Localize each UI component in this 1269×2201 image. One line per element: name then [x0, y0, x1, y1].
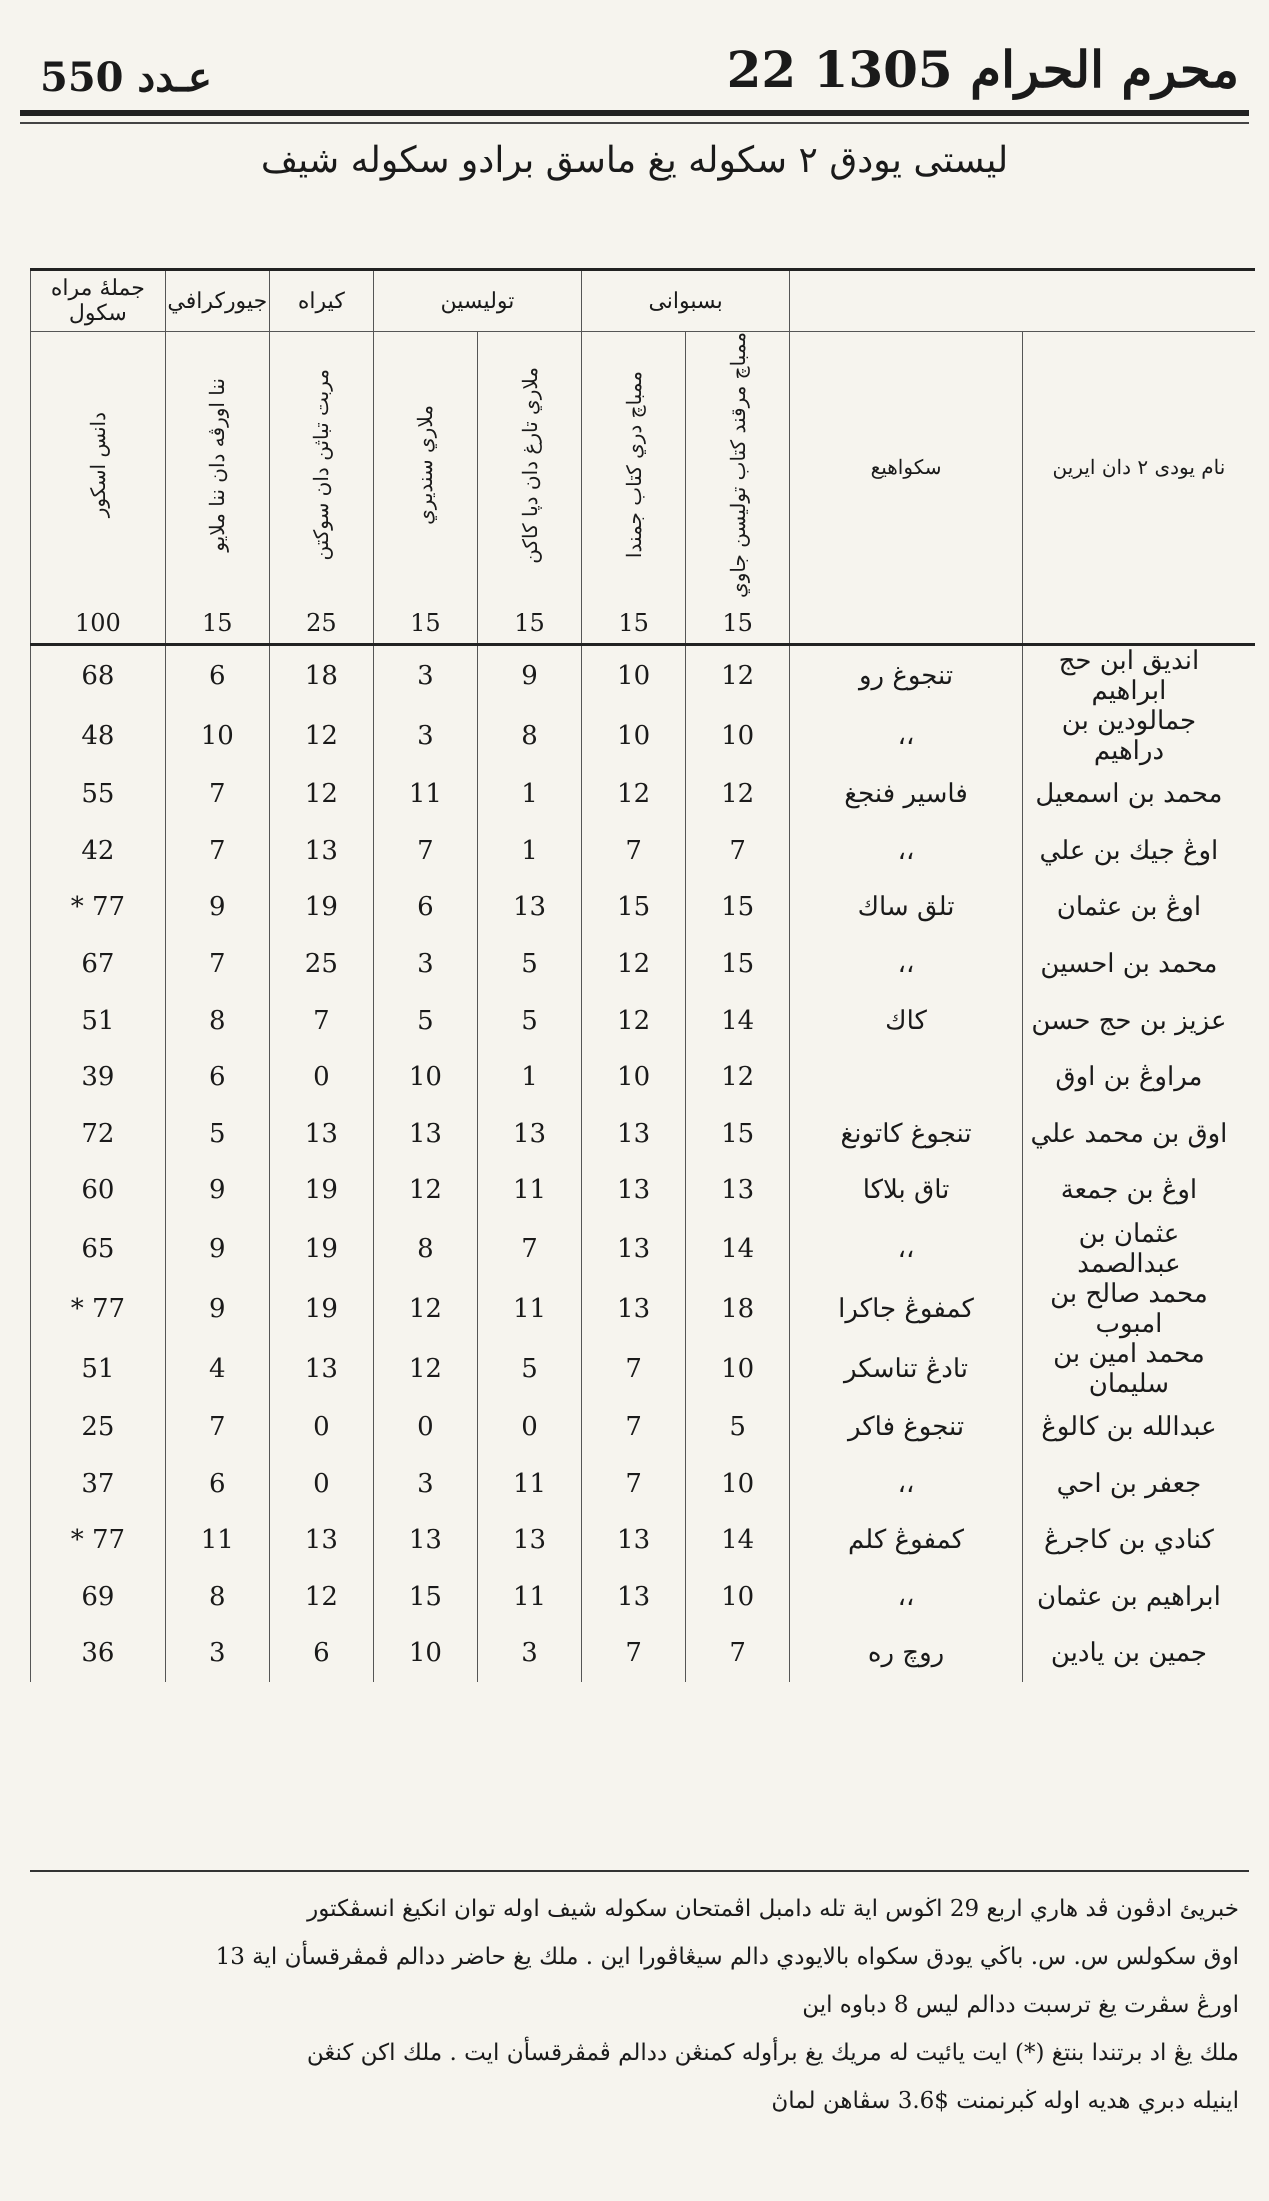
header-rule-thin	[20, 122, 1249, 124]
score-cell: 1	[477, 823, 581, 880]
score-cell: 7	[165, 936, 269, 993]
student-name-cell: عزيز بن حج حسن	[1022, 992, 1255, 1049]
student-rows	[31, 644, 1256, 1681]
score-cell: 15	[686, 879, 790, 936]
score-cell: 1	[477, 766, 581, 823]
score-cell: 12	[686, 766, 790, 823]
score-cell: 13	[373, 1106, 477, 1163]
score-cell: 3	[373, 706, 477, 766]
table-row	[31, 1455, 1256, 1512]
score-cell: 11	[477, 1568, 581, 1625]
score-cell: 18	[269, 644, 373, 706]
school-cell: تلق ساك	[790, 879, 1023, 936]
footer-rule	[30, 1870, 1249, 1872]
score-cell: 10	[582, 644, 686, 706]
school-cell: ،،	[790, 1219, 1023, 1279]
score-cell: 8	[165, 992, 269, 1049]
student-name-cell: اوڠ بن جمعة	[1022, 1162, 1255, 1219]
score-cell: 10	[373, 1049, 477, 1106]
footer-line: خبريئ ادڤون ڤد هاري اربع 29 اڬوس اية تله دامبل اڤمتحان سكوله شيف اوله توان انكيغ انسڤكتور	[307, 1896, 1239, 1922]
score-cell: 13	[477, 1512, 581, 1569]
score-cell: 19	[269, 879, 373, 936]
score-cell: 7	[582, 1339, 686, 1399]
results-table	[30, 268, 1255, 1682]
total-score-cell: 55	[31, 766, 166, 823]
max-cell: 15	[686, 603, 790, 645]
score-cell: 13	[582, 1219, 686, 1279]
student-name-cell: اوڠ بن عثمان	[1022, 879, 1255, 936]
max-cell: 100	[31, 603, 166, 645]
score-cell: 0	[477, 1399, 581, 1456]
score-cell: 0	[269, 1049, 373, 1106]
score-cell: 10	[582, 1049, 686, 1106]
school-cell: تنجوغ رو	[790, 644, 1023, 706]
group-header-row	[31, 270, 1256, 332]
score-cell: 9	[477, 644, 581, 706]
score-cell: 7	[582, 1625, 686, 1682]
score-cell: 7	[686, 1625, 790, 1682]
col-header-school: سکواهیع	[790, 332, 1023, 603]
score-cell: 6	[373, 879, 477, 936]
score-cell: 12	[582, 992, 686, 1049]
total-score-cell: 60	[31, 1162, 166, 1219]
score-cell: 8	[165, 1568, 269, 1625]
max-score-row	[31, 603, 1256, 645]
score-cell: 12	[686, 1049, 790, 1106]
total-score-cell: 51	[31, 1339, 166, 1399]
col-header-write-copy: ملاري تارغ دان دپا کاکن	[517, 366, 542, 564]
total-score-cell: 51	[31, 992, 166, 1049]
score-cell: 7	[165, 1399, 269, 1456]
score-cell: 11	[373, 766, 477, 823]
total-score-cell: 37	[31, 1455, 166, 1512]
group-header-reading: بسبوانی	[582, 270, 790, 332]
score-cell: 0	[269, 1455, 373, 1512]
score-cell: 12	[373, 1279, 477, 1339]
table-row	[31, 1568, 1256, 1625]
total-score-cell: 36	[31, 1625, 166, 1682]
student-name-cell: ابراهيم بن عثمان	[1022, 1568, 1255, 1625]
group-header-total: جملهٔ مراه سکول	[31, 270, 166, 332]
total-score-cell: 39	[31, 1049, 166, 1106]
school-cell: تاق بلاكا	[790, 1162, 1023, 1219]
total-score-cell: 77 *	[31, 1279, 166, 1339]
score-cell: 12	[269, 706, 373, 766]
max-cell	[1022, 603, 1255, 645]
score-cell: 19	[269, 1219, 373, 1279]
table-row	[31, 879, 1256, 936]
score-cell: 5	[686, 1399, 790, 1456]
score-cell: 12	[373, 1162, 477, 1219]
total-score-cell: 42	[31, 823, 166, 880]
total-score-cell: 67	[31, 936, 166, 993]
table-row	[31, 644, 1256, 706]
score-cell: 12	[686, 644, 790, 706]
table-row	[31, 1219, 1256, 1279]
table-row	[31, 1049, 1256, 1106]
score-cell: 6	[165, 1455, 269, 1512]
score-cell: 7	[165, 766, 269, 823]
student-name-cell: اوق بن محمد علي	[1022, 1106, 1255, 1163]
table-row	[31, 823, 1256, 880]
total-score-cell: 77 *	[31, 879, 166, 936]
school-cell: تنجوغ فاكر	[790, 1399, 1023, 1456]
score-cell: 12	[373, 1339, 477, 1399]
student-name-cell: عثمان بن عبدالصمد	[1022, 1219, 1255, 1279]
score-cell: 8	[477, 706, 581, 766]
school-cell: كمفوڠ كلم	[790, 1512, 1023, 1569]
table-row	[31, 1279, 1256, 1339]
score-cell: 10	[686, 1339, 790, 1399]
col-header-name: نام یودی ۲ دان ایرین	[1022, 332, 1255, 603]
report-footer	[30, 1885, 1239, 2125]
max-cell: 15	[582, 603, 686, 645]
col-header-read-book: ممباچ دري کتاب جمندا	[621, 371, 646, 559]
max-cell	[790, 603, 1023, 645]
table-row	[31, 1162, 1256, 1219]
total-score-cell: 68	[31, 644, 166, 706]
score-cell: 8	[373, 1219, 477, 1279]
student-name-cell: محمد امين بن سليمان	[1022, 1339, 1255, 1399]
max-cell: 15	[165, 603, 269, 645]
score-cell: 12	[582, 766, 686, 823]
student-name-cell: انديق ابن حج ابراهيم	[1022, 644, 1255, 706]
score-cell: 5	[477, 936, 581, 993]
table-row	[31, 992, 1256, 1049]
score-cell: 7	[582, 1455, 686, 1512]
score-cell: 15	[373, 1568, 477, 1625]
score-cell: 11	[477, 1455, 581, 1512]
school-cell: تنجوغ كاتونغ	[790, 1106, 1023, 1163]
score-cell: 7	[477, 1219, 581, 1279]
col-header-write-self: ملاري سنديري	[413, 405, 438, 525]
student-name-cell: كنادي بن كاجرڠ	[1022, 1512, 1255, 1569]
table-row	[31, 706, 1256, 766]
max-cell: 25	[269, 603, 373, 645]
student-name-cell: جمين بن يادين	[1022, 1625, 1255, 1682]
col-header-read-jawi: ممباچ مرقند کتاب توليسن جاوي	[725, 332, 750, 598]
score-cell: 19	[269, 1279, 373, 1339]
score-cell: 10	[686, 1568, 790, 1625]
school-cell: ،،	[790, 823, 1023, 880]
score-cell: 10	[686, 706, 790, 766]
blank-group-header	[790, 270, 1255, 332]
score-cell: 12	[269, 1568, 373, 1625]
score-cell: 9	[165, 1279, 269, 1339]
score-cell: 14	[686, 992, 790, 1049]
total-score-cell: 69	[31, 1568, 166, 1625]
table-row	[31, 1106, 1256, 1163]
score-cell: 15	[686, 936, 790, 993]
score-cell: 5	[477, 992, 581, 1049]
score-cell: 19	[269, 1162, 373, 1219]
score-cell: 7	[165, 823, 269, 880]
school-cell	[790, 1049, 1023, 1106]
school-cell: ،،	[790, 936, 1023, 993]
table-row	[31, 1399, 1256, 1456]
score-cell: 13	[582, 1512, 686, 1569]
total-score-cell: 72	[31, 1106, 166, 1163]
issue-number: عـدد 550	[40, 54, 212, 101]
student-name-cell: جمالودين بن دراهيم	[1022, 706, 1255, 766]
score-cell: 7	[582, 823, 686, 880]
total-score-cell: 25	[31, 1399, 166, 1456]
score-cell: 6	[269, 1625, 373, 1682]
score-cell: 0	[269, 1399, 373, 1456]
score-cell: 15	[582, 879, 686, 936]
footer-line: اورڠ سڤرت يغ ترسبت ددالم ليس 8 دباوه اين	[802, 1992, 1239, 2018]
school-cell: تادڠ تناسكر	[790, 1339, 1023, 1399]
score-cell: 5	[373, 992, 477, 1049]
score-cell: 13	[582, 1162, 686, 1219]
score-cell: 15	[686, 1106, 790, 1163]
score-cell: 13	[269, 823, 373, 880]
student-name-cell: محمد بن اسمعيل	[1022, 766, 1255, 823]
score-cell: 12	[582, 936, 686, 993]
score-cell: 18	[686, 1279, 790, 1339]
score-cell: 12	[269, 766, 373, 823]
score-cell: 0	[373, 1399, 477, 1456]
score-cell: 14	[686, 1219, 790, 1279]
school-cell: ،،	[790, 1568, 1023, 1625]
page-header	[0, 40, 1269, 120]
issue-date: 22 محرم الحرام 1305	[726, 40, 1239, 99]
score-cell: 6	[165, 644, 269, 706]
score-cell: 7	[269, 992, 373, 1049]
score-cell: 13	[373, 1512, 477, 1569]
score-cell: 13	[477, 1106, 581, 1163]
score-cell: 13	[582, 1106, 686, 1163]
score-cell: 11	[477, 1162, 581, 1219]
col-header-total: دانس اسکور	[85, 412, 110, 518]
score-cell: 4	[165, 1339, 269, 1399]
score-cell: 9	[165, 1219, 269, 1279]
score-cell: 10	[582, 706, 686, 766]
student-name-cell: محمد بن احسين	[1022, 936, 1255, 993]
score-cell: 5	[477, 1339, 581, 1399]
footer-line: ملك يڠ اد برتندا بنتغ (*) ايت يائيت له مريك يغ برأوله كمنڠن ددالم ڤمڤرقسأن ايت . ملك اكن كنڠن	[306, 2040, 1239, 2066]
score-cell: 25	[269, 936, 373, 993]
max-cell: 15	[373, 603, 477, 645]
header-rule-thick	[20, 110, 1249, 116]
student-name-cell: جعفر بن احي	[1022, 1455, 1255, 1512]
score-cell: 10	[686, 1455, 790, 1512]
score-cell: 11	[477, 1279, 581, 1339]
score-cell: 13	[582, 1279, 686, 1339]
table-row	[31, 1625, 1256, 1682]
score-cell: 3	[373, 936, 477, 993]
score-cell: 10	[165, 706, 269, 766]
sub-header-row	[31, 332, 1256, 603]
total-score-cell: 48	[31, 706, 166, 766]
group-header-geography: جیورکرافي	[165, 270, 269, 332]
col-header-arith: مربت تباثن دان سوکتن	[309, 369, 334, 561]
list-title: لیستی یودق ۲ سکوله یغ ماسق برادو سکوله شیف	[260, 140, 1009, 181]
student-name-cell: اوڠ جيك بن علي	[1022, 823, 1255, 880]
school-cell: ،،	[790, 1455, 1023, 1512]
footer-line: اينيله دبري هديه اوله ڬبرنمنت $3.6 سڤاهن لماڽ	[771, 2088, 1239, 2114]
student-name-cell: محمد صالح بن امبوب	[1022, 1279, 1255, 1339]
score-cell: 13	[582, 1568, 686, 1625]
score-cell: 13	[269, 1512, 373, 1569]
footer-line: اوق سكولس س. س. باڬي يودق سكواه بالايودي دالم سيڠاڤورا اين . ملك يغ حاضر ددالم ڤمڤرقسأن اية 13	[215, 1944, 1239, 1970]
table-row	[31, 1512, 1256, 1569]
max-cell: 15	[477, 603, 581, 645]
score-cell: 13	[477, 879, 581, 936]
score-cell: 6	[165, 1049, 269, 1106]
score-cell: 13	[686, 1162, 790, 1219]
school-cell: روچ ره	[790, 1625, 1023, 1682]
score-cell: 11	[165, 1512, 269, 1569]
score-cell: 9	[165, 1162, 269, 1219]
school-cell: كمفوڠ جاكرا	[790, 1279, 1023, 1339]
col-header-geo: ننا اورڤه دان ننا ملايو	[205, 378, 230, 552]
score-cell: 3	[373, 644, 477, 706]
total-score-cell: 65	[31, 1219, 166, 1279]
score-cell: 13	[269, 1339, 373, 1399]
school-cell: ،،	[790, 706, 1023, 766]
score-cell: 3	[165, 1625, 269, 1682]
score-cell: 13	[269, 1106, 373, 1163]
score-cell: 7	[686, 823, 790, 880]
score-cell: 7	[582, 1399, 686, 1456]
score-cell: 7	[373, 823, 477, 880]
score-cell: 5	[165, 1106, 269, 1163]
table-row	[31, 936, 1256, 993]
score-cell: 1	[477, 1049, 581, 1106]
student-name-cell: مراوڠ بن اوق	[1022, 1049, 1255, 1106]
score-cell: 9	[165, 879, 269, 936]
score-cell: 3	[373, 1455, 477, 1512]
table-row	[31, 766, 1256, 823]
group-header-writing: توليسين	[373, 270, 581, 332]
total-score-cell: 77 *	[31, 1512, 166, 1569]
score-cell: 14	[686, 1512, 790, 1569]
group-header-arithmetic: کیراه	[269, 270, 373, 332]
school-cell: كاك	[790, 992, 1023, 1049]
table-row	[31, 1339, 1256, 1399]
score-cell: 3	[477, 1625, 581, 1682]
score-cell: 10	[373, 1625, 477, 1682]
school-cell: فاسير فنجغ	[790, 766, 1023, 823]
student-name-cell: عبدالله بن كالوڠ	[1022, 1399, 1255, 1456]
